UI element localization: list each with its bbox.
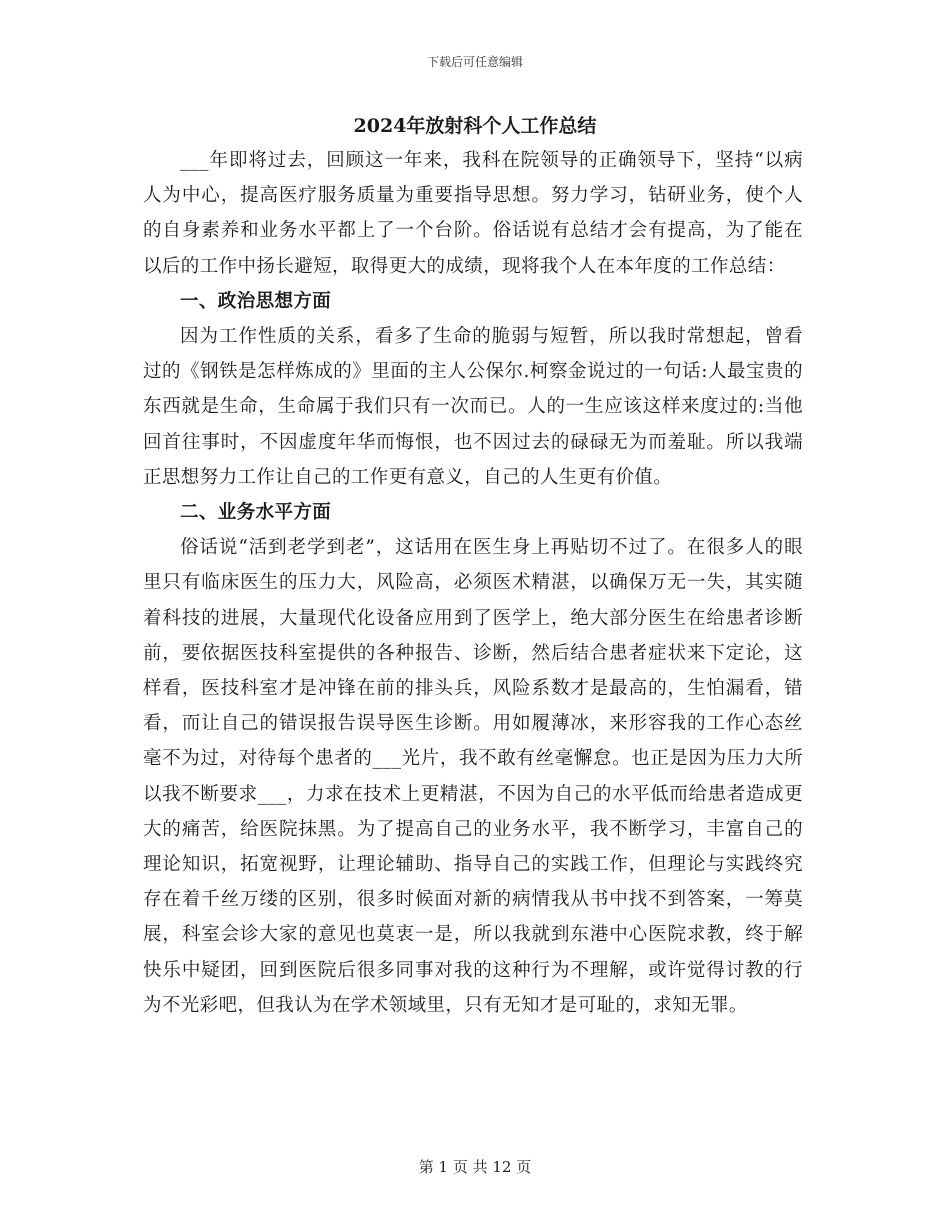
document-title: 2024年放射科个人工作总结	[353, 115, 597, 137]
section-heading-professional: 二、业务水平方面	[180, 502, 332, 524]
intro-paragraph: ___年即将过去，回顾这一年来，我科在院领导的正确领导下，坚持“以病人为中心，提高医疗服务质量为重要指导思想。努力学习，钻研业务，使个人的自身素养和业务水平都上了一个台阶。俗话说有总结才会有提高，为了能在以后的工作中扬长避短，取得更大的成绩，现将我个人在本年度的工作总结：	[143, 150, 803, 277]
page-number: 第 1 页 共 12 页	[418, 1158, 532, 1176]
political-paragraph: 因为工作性质的关系，看多了生命的脆弱与短暂，所以我时常想起，曾看过的《钢铁是怎样炼成的》里面的主人公保尔.柯察金说过的一句话:人最宝贵的东西就是生命，生命属于我们只有一次而已。人的一生应该这样来度过的:当他回首往事时，不因虚度年华而悔恨，也不因过去的碌碌无为而羞耻。所以我端正思想努力工作让自己的工作更有意义，自己的人生更有价值。	[143, 326, 803, 488]
document-body	[143, 143, 803, 1023]
professional-paragraph: 俗话说“活到老学到老”，这话用在医生身上再贴切不过了。在很多人的眼里只有临床医生的压力大，风险高，必须医术精湛，以确保万无一失，其实随着科技的进展，大量现代化设备应用到了医学上，绝大部分医生在给患者诊断前，要依据医技科室提供的各种报告、诊断，然后结合患者症状来下定论，这样看，医技科室才是冲锋在前的排头兵，风险系数才是最高的，生怕漏看，错看，而让自己的错误报告误导医生诊断。用如履薄冰，来形容我的工作心态丝毫不为过，对待每个患者的___光片，我不敢有丝毫懈怠。也正是因为压力大所以我不断要求___，力求在技术上更精湛，不因为自己的水平低而给患者造成更大的痛苦，给医院抹黑。为了提高自己的业务水平，我不断学习，丰富自己的理论知识，拓宽视野，让理论辅助、指导自己的实践工作，但理论与实践终究存在着千丝万缕的区别，很多时候面对新的病情我从书中找不到答案，一筹莫展，科室会诊大家的意见也莫衷一是，所以我就到东港中心医院求教，终于解快乐中疑团，回到医院后很多同事对我的这种行为不理解，或许觉得讨教的行为不光彩吧，但我认为在学术领域里，只有无知才是可耻的，求知无罪。	[143, 537, 803, 1016]
section-heading-political: 一、政治思想方面	[180, 290, 332, 312]
header-note: 下载后可任意编辑	[426, 55, 523, 69]
